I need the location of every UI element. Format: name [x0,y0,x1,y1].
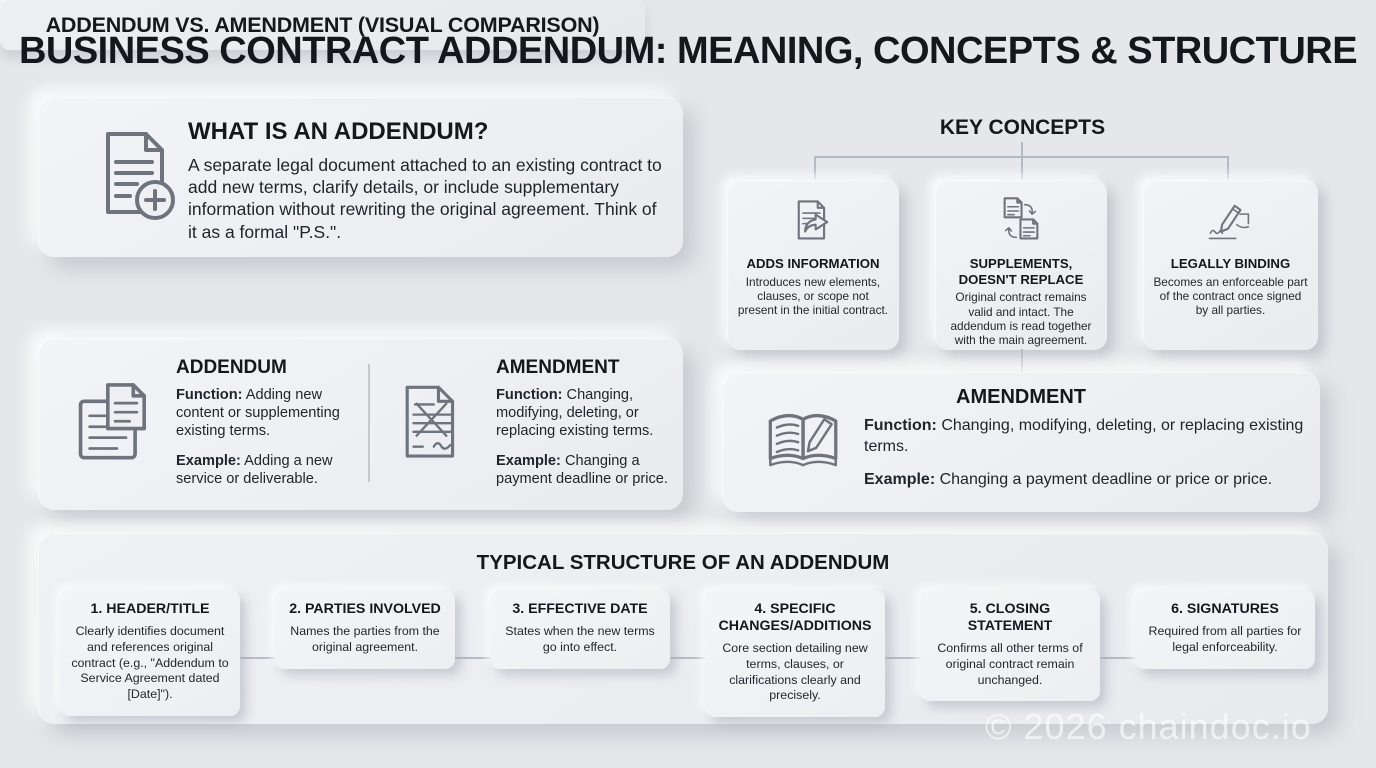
structure-step-header-title [60,590,240,716]
amendment-example [496,453,674,489]
comparison-card [38,338,683,510]
typical-structure-card [38,533,1328,724]
amendment-card-function [864,416,1304,458]
what-is-addendum-card [38,97,683,257]
documents-sync-icon [989,192,1053,250]
step-title: 2. PARTIES INVOLVED [289,601,441,617]
concept-card-supplements [935,180,1107,350]
structure-step-signatures [1135,590,1315,669]
example-label: Example: [496,453,561,470]
amendment-detail-card [722,372,1320,512]
function-text: Changing, modifying, deleting, or replacing existing terms. [496,387,654,439]
what-is-title: WHAT IS AN ADDENDUM? [188,118,489,145]
concept-body: Original contract remains valid and intact. The addendum is read together with the main agreement. [950,290,1092,348]
step-title: 5. CLOSING STATEMENT [967,601,1053,635]
what-is-body: A separate legal document attached to an existing contract to add new terms, clarify details, or include supplementary information without rewriting the original agreement. Think of it as a formal "P.S.". [188,155,662,242]
open-book-pencil-icon [758,398,853,488]
connector-line [814,156,816,181]
amendment-column-title: AMENDMENT [496,357,620,378]
example-text: Adding a new service or deliverable. [176,453,333,488]
amendment-column [496,357,674,489]
step-body: States when the new terms go into effect. [505,624,655,654]
function-label: Function: [176,387,243,403]
step-title: 3. EFFECTIVE DATE [512,601,648,617]
concept-title: SUPPLEMENTS, DOESN'T REPLACE [958,256,1084,287]
step-body: Core section detailing new terms, clauses, or clarifications clearly and precisely. [722,641,868,703]
page-title: BUSINESS CONTRACT ADDENDUM: MEANING, CONCEPTS & STRUCTURE [18,30,1358,72]
concept-title: LEGALLY BINDING [1170,256,1291,271]
connector-line [1021,142,1023,157]
function-label: Function: [496,387,563,403]
addendum-column-title: ADDENDUM [176,357,287,378]
example-label: Example: [176,453,241,470]
key-concepts-title: KEY CONCEPTS [939,116,1106,139]
step-title: 4. SPECIFIC CHANGES/ADDITIONS [718,601,872,635]
concept-card-legally-binding [1143,180,1318,350]
concept-card-adds-information [727,180,899,350]
example-label: Example: [864,470,936,488]
what-is-content [188,118,666,243]
amendment-card-text [864,416,1304,490]
step-title: 6. SIGNATURES [1171,601,1279,617]
function-label: Function: [864,417,937,434]
structure-step-effective-date [490,590,670,669]
concept-title: ADDS INFORMATION [746,256,880,271]
connector-line [1021,349,1023,372]
amendment-function [496,387,674,440]
watermark: © 2026 chaindoc.io [985,706,1312,747]
step-body: Names the parties from the original agreement. [290,624,440,654]
addendum-function [176,387,356,440]
addendum-example [176,453,356,489]
step-title: 1. HEADER/TITLE [90,601,210,617]
connector-line [1227,156,1229,181]
signature-pen-icon [1199,192,1263,250]
connector-line [1021,156,1023,181]
document-plus-icon [82,122,192,232]
structure-step-specific-changes [705,590,885,717]
structure-step-closing-statement [920,590,1100,701]
structure-step-parties-involved [275,590,455,669]
comparison-header-text: ADDENDUM VS. AMENDMENT (VISUAL COMPARISON) [45,12,600,37]
column-divider [368,364,370,482]
function-text: Changing, modifying, deleting, or replacing existing terms. [864,417,1304,455]
step-body: Confirms all other terms of original contract remain unchanged. [937,641,1083,687]
concept-body: Introduces new elements, clauses, or scope not present in the initial contract. [737,274,889,318]
addendum-column [176,357,356,489]
step-body: Required from all parties for legal enforceability. [1148,624,1302,654]
structure-title: TYPICAL STRUCTURE OF AN ADDENDUM [476,551,890,574]
example-text: Changing a payment deadline or price. [496,453,668,488]
step-body: Clearly identifies document and references original contract (e.g., "Addendum to Service Agreement dated [Date]"). [71,624,229,702]
stacked-documents-icon [66,374,166,474]
amendment-card-title: AMENDMENT [956,386,1086,408]
document-share-icon [781,192,845,250]
example-text: Changing a payment deadline or price or price. [935,470,1273,488]
amendment-card-example [864,470,1304,491]
concept-body: Becomes an enforceable part of the contract once signed by all parties. [1153,274,1308,318]
function-text: Adding new content or supplementing existing terms. [176,387,340,439]
document-strikethrough-icon [390,376,476,472]
